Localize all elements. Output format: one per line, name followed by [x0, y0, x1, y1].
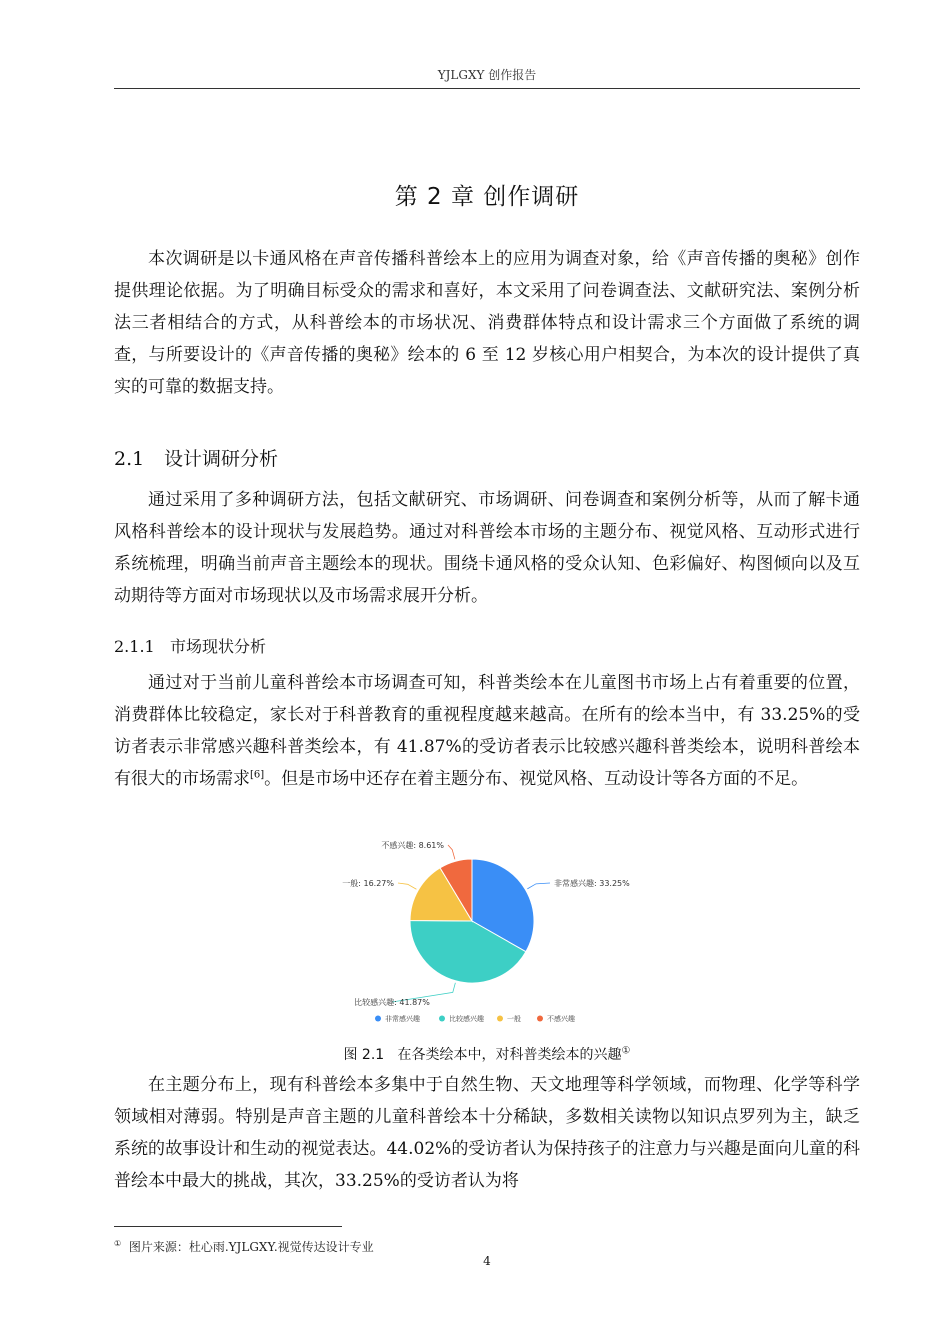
leader-line-3 [398, 883, 416, 889]
market-status-paragraph [114, 667, 860, 795]
figure-footnote-mark[interactable]: ① [621, 1045, 631, 1057]
subsection-number: 2.1.1 [114, 637, 155, 656]
section-heading-2-1 [114, 444, 278, 471]
leader-line-1 [527, 883, 550, 889]
section-2-1-paragraph: 通过采用了多种调研方法，包括文献研究、市场调研、问卷调查和案例分析等，从而了解卡通风格科普绘本的设计现状与发展趋势。通过对科普绘本市场的主题分布、视觉风格、互动形式进行系统梳理，明确当前声音主题绘本的现状。围绕卡通风格的受众认知、色彩偏好、构图倾向以及互动期待等方面对市场现状以及市场需求展开分析。 [114, 490, 860, 606]
section-title: 设计调研分析 [164, 448, 279, 470]
page-number: 4 [483, 1254, 491, 1268]
legend-swatch-1[interactable] [375, 1016, 381, 1022]
theme-distribution-paragraph: 在主题分布上，现有科普绘本多集中于自然生物、天文地理等科学领域，而物理、化学等科学领域相对薄弱。特别是声音主题的儿童科普绘本十分稀缺，多数相关读物以知识点罗列为主，缺乏系统的故事设计和生动的视觉表达。44.02%的受访者认为保持孩子的注意力与兴趣是面向儿童的科普绘本中最大的挑战，其次，33.25%的受访者认为将 [114, 1075, 860, 1191]
footnote [114, 1238, 374, 1255]
paragraph-text-continued: 。但是市场中还存在着主题分布、视觉风格、互动设计等各方面的不足。 [264, 769, 809, 789]
paragraph-text: 通过对于当前儿童科普绘本市场调查可知，科普类绘本在儿童图书市场上占有着重要的位置，消费群体比较稳定，家长对于科普教育的重视程度越来越高。在所有的绘本当中，有 33.25%的受访者表示非常感兴趣科普类绘本，有 41.87%的受访者表示比较感兴趣科普类绘本，说明科普绘本有很大的市场需求 [114, 673, 860, 789]
header-rule [114, 88, 860, 89]
slice-data-label-4: 不感兴趣: 8.61% [381, 841, 444, 850]
chapter-title: 第 2 章 创作调研 [394, 184, 580, 210]
legend-label-4[interactable]: 不感兴趣 [547, 1015, 575, 1023]
footnote-text: 图片来源：杜心雨.YJLGXY.视觉传达设计专业 [128, 1240, 374, 1254]
section-heading-2-1-1 [114, 634, 266, 657]
slice-data-label-2: 比较感兴趣: 41.87% [354, 998, 430, 1007]
legend-swatch-4[interactable] [537, 1016, 543, 1022]
footnote-rule [114, 1226, 342, 1227]
pie-chart [330, 835, 650, 1035]
legend-swatch-2[interactable] [439, 1016, 445, 1022]
footnote-mark: ① [114, 1239, 122, 1248]
section-number: 2.1 [114, 448, 145, 470]
legend-label-2[interactable]: 比较感兴趣 [449, 1015, 484, 1023]
slice-data-label-1: 非常感兴趣: 33.25% [554, 879, 630, 888]
figure-caption-text: 在各类绘本中，对科普类绘本的兴趣 [397, 1047, 622, 1063]
slice-data-label-3: 一般: 16.27% [342, 879, 394, 888]
pie-chart-figure [330, 835, 650, 1035]
figure-number: 图 2.1 [343, 1047, 385, 1063]
leader-line-4 [448, 845, 455, 859]
legend-label-3[interactable]: 一般 [507, 1015, 521, 1023]
running-header: YJLGXY 创作报告 [437, 68, 537, 82]
citation-ref[interactable]: [6] [250, 769, 265, 781]
subsection-title: 市场现状分析 [170, 637, 267, 656]
legend-swatch-3[interactable] [497, 1016, 503, 1022]
figure-caption [114, 1044, 860, 1064]
intro-paragraph: 本次调研是以卡通风格在声音传播科普绘本上的应用为调查对象，给《声音传播的奥秘》创作提供理论依据。为了明确目标受众的需求和喜好，本文采用了问卷调查法、文献研究法、案例分析法三者相结合的方式，从科普绘本的市场状况、消费群体特点和设计需求三个方面做了系统的调查，与所要设计的《声音传播的奥秘》绘本的 6 至 12 岁核心用户相契合，为本次的设计提供了真实的可靠的数据支持。 [114, 249, 860, 397]
legend-label-1[interactable]: 非常感兴趣 [385, 1015, 420, 1023]
